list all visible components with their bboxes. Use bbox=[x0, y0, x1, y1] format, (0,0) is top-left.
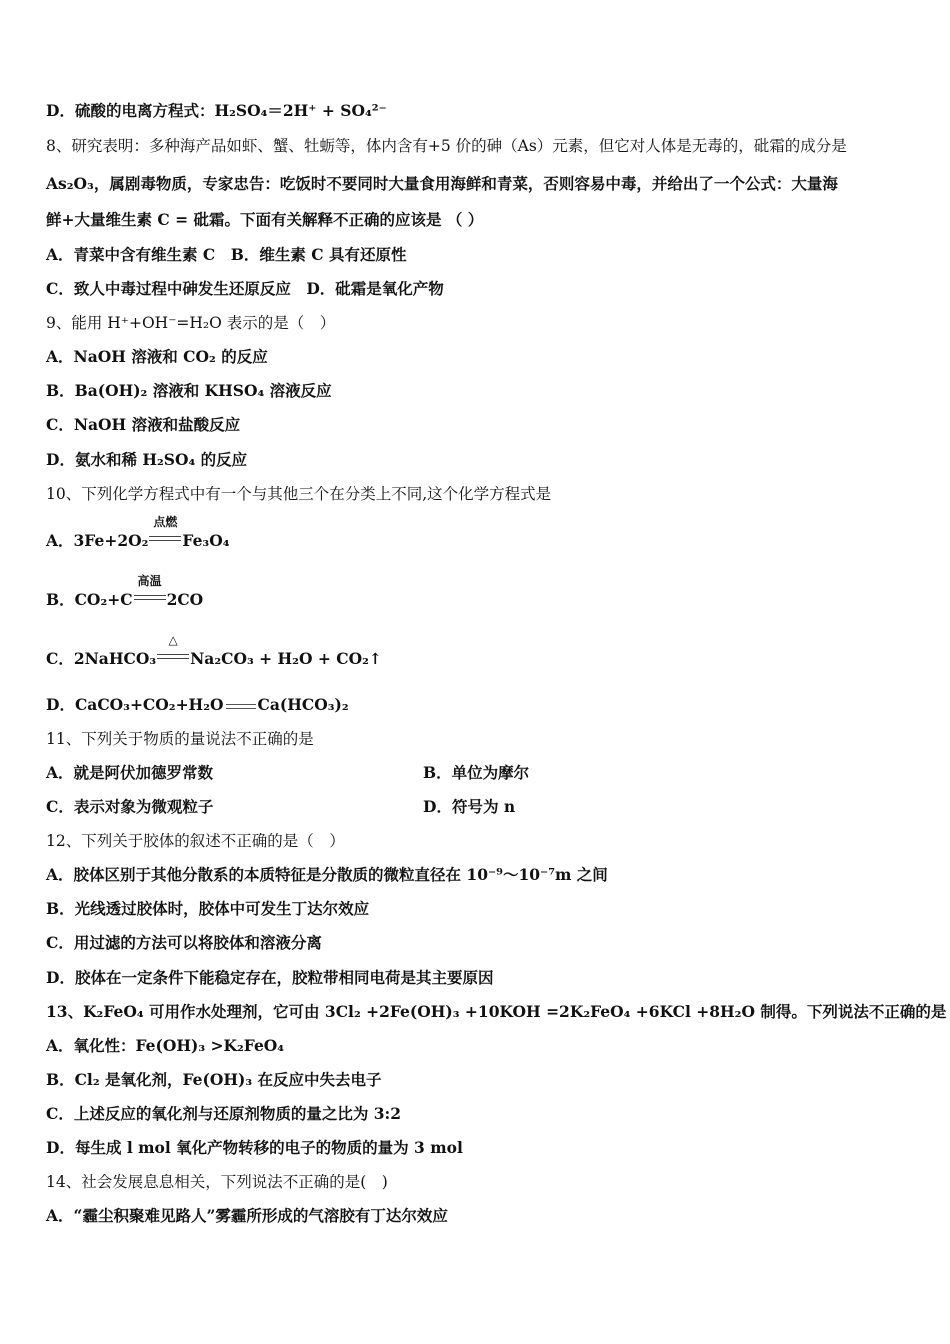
q12-option-a: A．胶体区别于其他分散系的本质特征是分散质的微粒直径在 10⁻⁹～10⁻⁷m 之间 bbox=[46, 865, 608, 884]
q10-option-a bbox=[46, 515, 230, 551]
q12-option-b: B．光线透过胶体时，胶体中可发生丁达尔效应 bbox=[46, 899, 370, 918]
q11-option-d: D．符号为 n bbox=[423, 797, 516, 816]
q8-stem-line3: 鲜+大量维生素 C = 砒霜。下面有关解释不正确的应该是 （ ） bbox=[46, 210, 484, 229]
q9-option-c: C．NaOH 溶液和盐酸反应 bbox=[46, 415, 241, 434]
q10-c-condition: △ bbox=[168, 633, 178, 647]
q13-option-b: B．Cl₂ 是氧化剂，Fe(OH)₃ 在反应中失去电子 bbox=[46, 1070, 382, 1089]
q12-option-d: D．胶体在一定条件下能稳定存在，胶粒带相同电荷是其主要原因 bbox=[46, 968, 494, 987]
q8-stem-line2: As₂O₃，属剧毒物质，专家忠告：吃饭时不要同时大量食用海鲜和青菜，否则容易中毒，并给出了一个公式：大量海 bbox=[46, 174, 838, 193]
q12-option-c: C．用过滤的方法可以将胶体和溶液分离 bbox=[46, 933, 322, 952]
q10-d-reactants: D．CaCO₃+CO₂+H₂O bbox=[46, 695, 224, 714]
q10-c-reactants: C．2NaHCO₃ bbox=[46, 649, 157, 668]
q11-option-b: B．单位为摩尔 bbox=[423, 763, 530, 782]
q10-d-equals bbox=[226, 704, 256, 709]
q11-option-c: C．表示对象为微观粒子 bbox=[46, 797, 214, 816]
q9-stem: 9、能用 H⁺+OH⁻=H₂O 表示的是（ ） bbox=[46, 314, 336, 332]
q10-b-reactants: B．CO₂+C bbox=[46, 590, 133, 609]
q8-stem-line1: 8、研究表明：多种海产品如虾、蟹、牡蛎等，体内含有+5 价的砷（As）元素，但它对人体是无毒的，砒霜的成分是 bbox=[46, 137, 847, 155]
q10-b-arrow bbox=[134, 574, 166, 605]
q10-b-products: 2CO bbox=[166, 590, 204, 609]
q10-a-arrow bbox=[149, 515, 181, 546]
q10-option-c bbox=[46, 633, 382, 669]
q8-options-ab: A．青菜中含有维生素 C B．维生素 C 具有还原性 bbox=[46, 245, 407, 264]
q9-option-b: B．Ba(OH)₂ 溶液和 KHSO₄ 溶液反应 bbox=[46, 381, 332, 400]
q10-c-products: Na₂CO₃ + H₂O + CO₂↑ bbox=[190, 649, 382, 668]
q9-option-d: D．氨水和稀 H₂SO₄ 的反应 bbox=[46, 450, 248, 469]
q11-stem: 11、下列关于物质的量说法不正确的是 bbox=[46, 730, 314, 748]
q11-option-a: A．就是阿伏加德罗常数 bbox=[46, 763, 214, 782]
q8-options-cd: C．致人中毒过程中砷发生还原反应 D．砒霜是氧化产物 bbox=[46, 279, 444, 298]
q10-b-condition: 高温 bbox=[137, 574, 162, 588]
q10-stem: 10、下列化学方程式中有一个与其他三个在分类上不同,这个化学方程式是 bbox=[46, 485, 552, 503]
q10-option-d bbox=[46, 695, 349, 715]
q14-stem: 14、社会发展息息相关，下列说法不正确的是( ) bbox=[46, 1173, 388, 1191]
q10-option-b bbox=[46, 574, 204, 610]
q9-option-a: A．NaOH 溶液和 CO₂ 的反应 bbox=[46, 347, 268, 366]
q12-stem: 12、下列关于胶体的叙述不正确的是（ ） bbox=[46, 832, 345, 850]
q13-option-c: C．上述反应的氧化剂与还原剂物质的量之比为 3:2 bbox=[46, 1104, 402, 1123]
q13-option-a: A．氧化性：Fe(OH)₃ >K₂FeO₄ bbox=[46, 1036, 285, 1055]
q10-a-reactants: A．3Fe+2O₂ bbox=[46, 531, 149, 550]
q7-option-d: D．硫酸的电离方程式：H₂SO₄＝2H⁺ + SO₄²⁻ bbox=[46, 101, 387, 120]
q13-stem: 13、K₂FeO₄ 可用作水处理剂，它可由 3Cl₂ +2Fe(OH)₃ +10KOH =2K₂FeO₄ +6KCl +8H₂O 制得。下列说法不正确的是 bbox=[46, 1002, 947, 1021]
q11-options-cd bbox=[46, 797, 516, 817]
q14-option-a: A．“霾尘积聚难见路人”雾霾所形成的气溶胶有丁达尔效应 bbox=[46, 1206, 448, 1225]
q11-options-ab bbox=[46, 763, 530, 783]
q10-a-products: Fe₃O₄ bbox=[182, 531, 230, 550]
q10-a-condition: 点燃 bbox=[153, 515, 178, 529]
q13-option-d: D．每生成 l mol 氧化产物转移的电子的物质的量为 3 mol bbox=[46, 1138, 463, 1157]
q10-d-products: Ca(HCO₃)₂ bbox=[257, 695, 349, 714]
q10-c-arrow bbox=[157, 633, 189, 664]
